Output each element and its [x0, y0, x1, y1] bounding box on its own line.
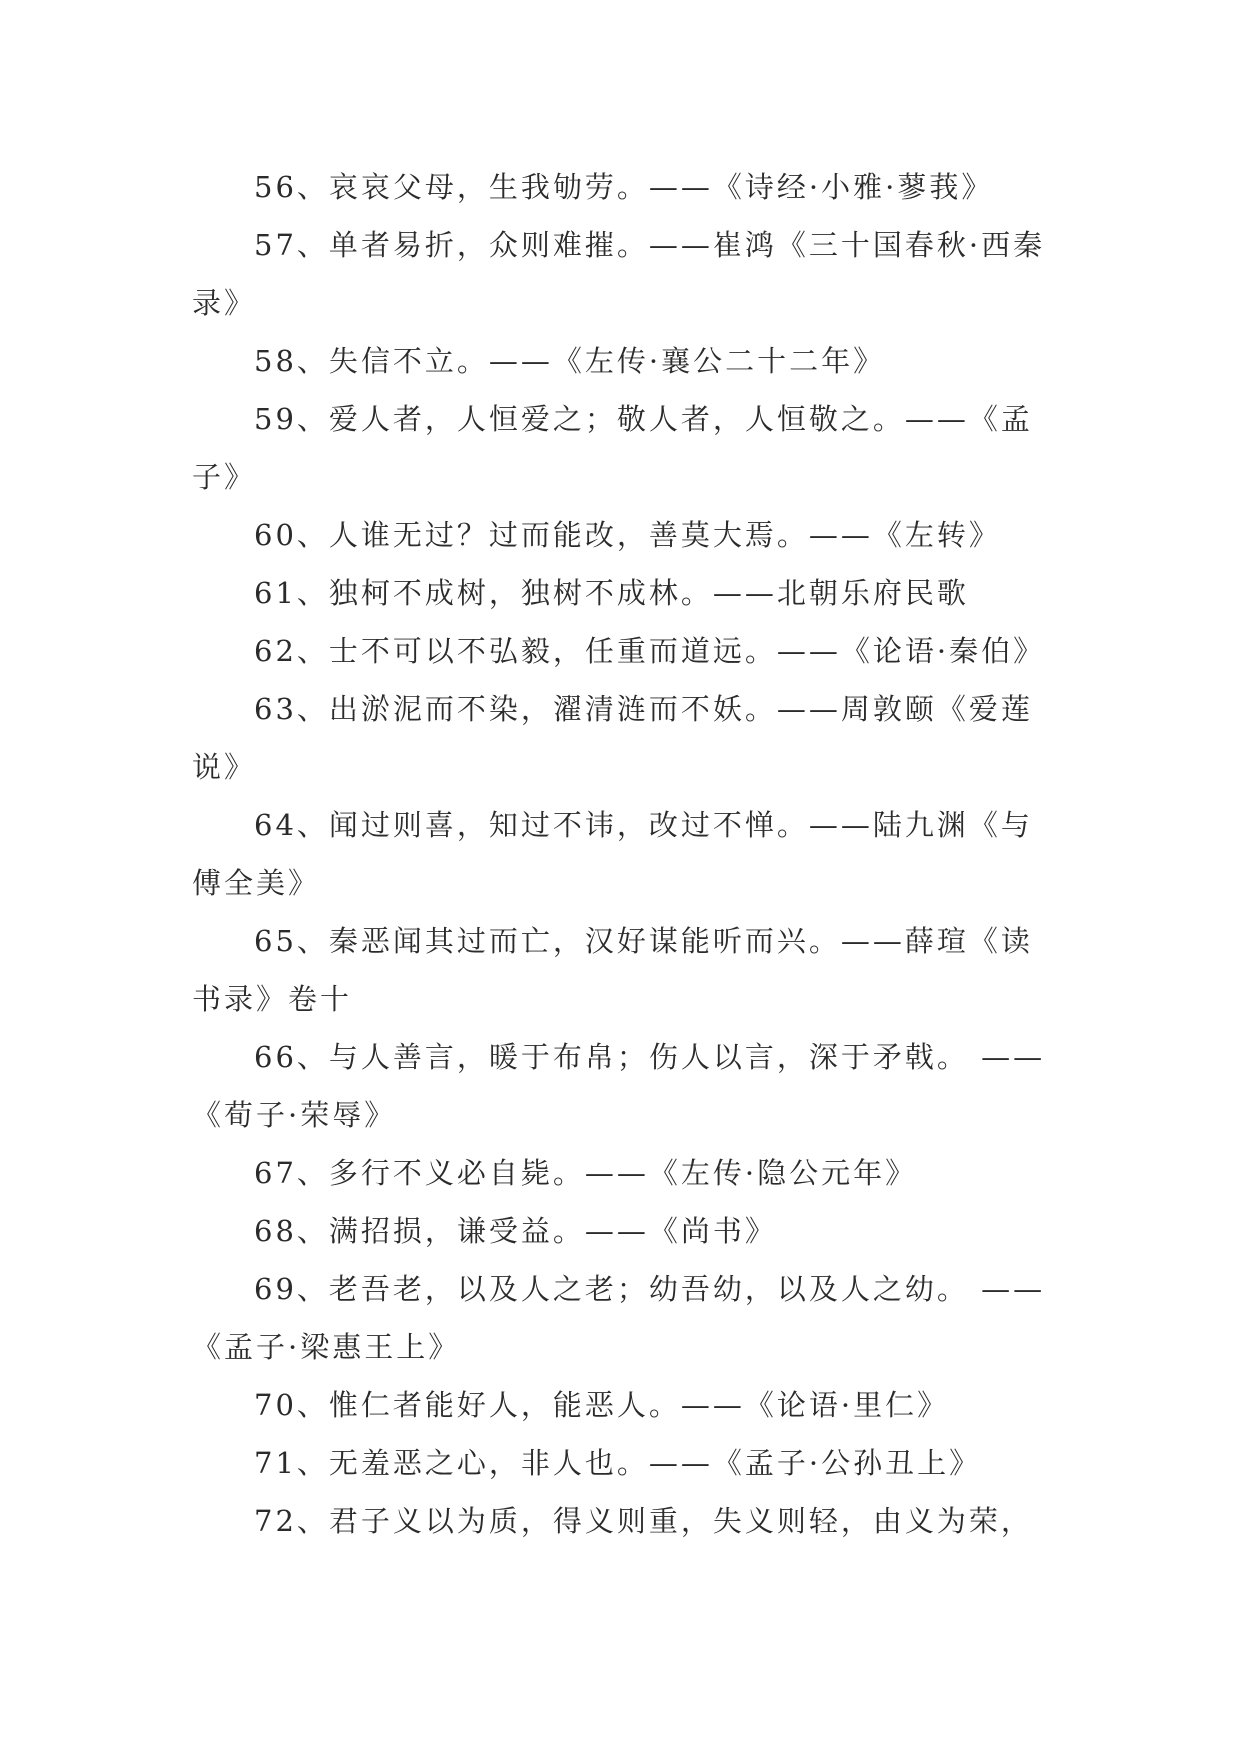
quote-entry-64: 64、闻过则喜，知过不讳，改过不惮。——陆九渊《与傅全美》 [192, 808, 1033, 900]
quote-entry-66: 66、与人善言，暖于布帛；伤人以言，深于矛戟。 ——《荀子·荣辱》 [192, 1040, 1046, 1132]
quote-entry-60: 60、人谁无过？过而能改，善莫大焉。——《左转》 [254, 518, 1001, 552]
quote-entry-69: 69、老吾老，以及人之老；幼吾幼，以及人之幼。 ——《孟子·梁惠王上》 [192, 1272, 1046, 1364]
quote-entry-70: 70、惟仁者能好人，能恶人。——《论语·里仁》 [254, 1388, 950, 1422]
quote-entry-59: 59、爱人者，人恒爱之；敬人者，人恒敬之。——《孟子》 [192, 402, 1033, 494]
quote-entry-58: 58、失信不立。——《左传·襄公二十二年》 [254, 344, 886, 378]
quote-entry-68: 68、满招损，谦受益。——《尚书》 [254, 1214, 777, 1248]
quote-entry-56: 56、哀哀父母，生我劬劳。——《诗经·小雅·蓼莪》 [254, 170, 994, 204]
quote-entry-62: 62、士不可以不弘毅，任重而道远。——《论语·秦伯》 [254, 634, 1046, 668]
quote-entry-57: 57、单者易折，众则难摧。——崔鸿《三十国春秋·西秦录》 [192, 228, 1046, 320]
quote-entry-71: 71、无羞恶之心，非人也。——《孟子·公孙丑上》 [254, 1446, 982, 1480]
quote-entry-65: 65、秦恶闻其过而亡，汉好谋能听而兴。——薛瑄《读书录》卷十 [192, 924, 1033, 1016]
quote-entry-72: 72、君子义以为质，得义则重，失义则轻，由义为荣， [254, 1504, 1033, 1538]
quote-entry-61: 61、独柯不成树，独树不成林。——北朝乐府民歌 [254, 576, 969, 610]
quote-entry-67: 67、多行不义必自毙。——《左传·隐公元年》 [254, 1156, 918, 1190]
quote-list [192, 158, 1050, 1550]
quote-entry-63: 63、出淤泥而不染，濯清涟而不妖。——周敦颐《爱莲说》 [192, 692, 1033, 784]
